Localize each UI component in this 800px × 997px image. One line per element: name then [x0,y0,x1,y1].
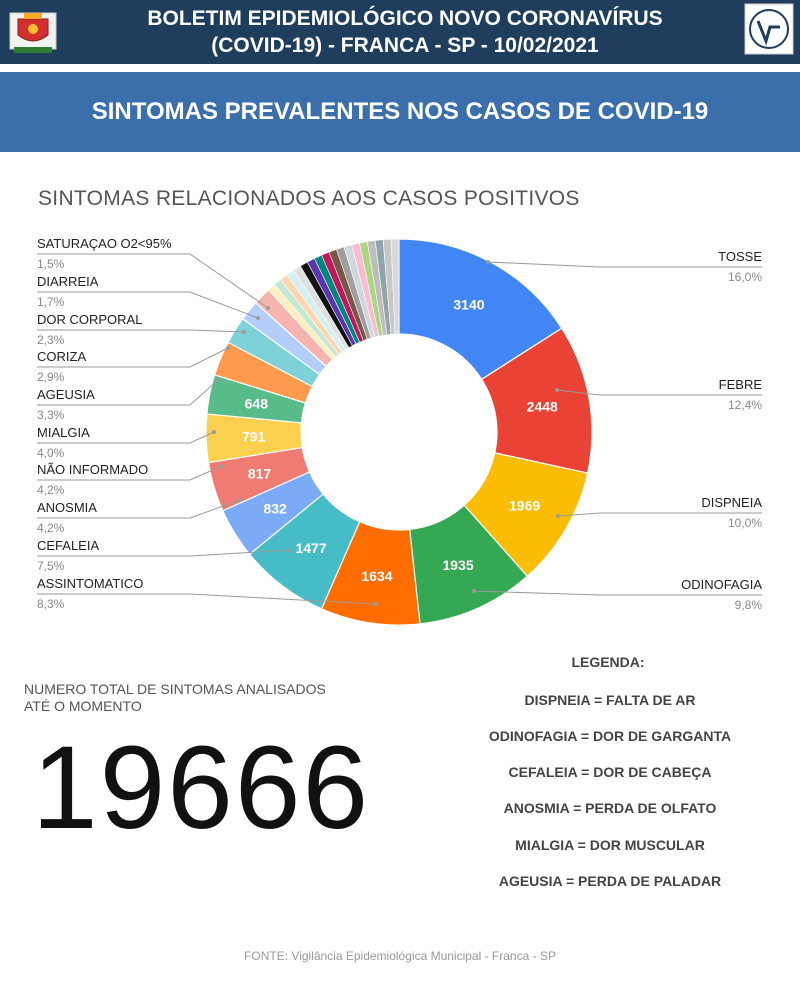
leader-dot [266,306,270,310]
surveillance-logo-icon [744,3,794,55]
outside-label: FEBRE [718,377,762,392]
outside-label: DIARREIA [37,274,99,289]
leader-dot [486,260,490,264]
outside-label: DISPNEIA [701,495,762,510]
leader-dot [555,388,559,392]
outside-label: CORIZA [37,349,87,364]
leader-dot [220,464,224,468]
header-title-line1: BOLETIM EPIDEMIOLÓGICO NOVO CORONAVÍRUS [147,7,663,30]
leader-dot [238,498,242,502]
leader-dot [242,330,246,334]
outside-label: DOR CORPORAL [37,312,143,327]
slice-value-label: 1634 [361,567,393,584]
outside-percent: 9,8% [734,598,762,612]
slice-value-label: 648 [244,395,269,412]
legend-item: MIALGIA = DOR MUSCULAR [515,837,705,853]
leader-dot [216,378,220,382]
outside-label: ANOSMIA [37,500,97,515]
outside-label: AGEUSIA [37,387,95,402]
legend-item: ODINOFAGIA = DOR DE GARGANTA [488,728,732,744]
header-title-line2: (COVID-19) - FRANCA - SP - 10/02/2021 [211,34,599,57]
coat-of-arms-icon [4,3,62,59]
legend-title: LEGENDA: [571,654,645,670]
outside-percent: 4,2% [37,483,65,497]
header-separator [0,64,800,72]
outside-percent: 1,7% [37,295,65,309]
leader-dot [374,602,378,606]
outside-label: CEFALEIA [37,538,100,553]
total-label-line1: NUMERO TOTAL DE SINTOMAS ANALISADOS [24,681,326,697]
leader-dot [212,430,216,434]
header-bar [0,0,800,64]
outside-percent: 2,9% [37,370,65,384]
outside-percent: 4,0% [37,446,65,460]
leader-dot [472,589,476,593]
slice-value-label: 1935 [442,556,474,573]
outside-percent: 1,5% [37,257,65,271]
section-banner [0,72,800,152]
outside-percent: 3,3% [37,408,65,422]
outside-percent: 4,2% [37,521,65,535]
symptoms-donut-chart [0,220,800,640]
outside-percent: 8,3% [37,597,65,611]
slice-value-label: 1477 [295,539,327,556]
legend-item: AGEUSIA = PERDA DE PALADAR [498,873,722,889]
slice-value-label: 2448 [526,398,558,415]
section-title: SINTOMAS PREVALENTES NOS CASOS DE COVID-19 [91,98,709,125]
slice-value-label: 3140 [453,296,485,313]
outside-label: ODINOFAGIA [681,577,762,592]
outside-label: TOSSE [718,249,762,264]
outside-percent: 12,4% [727,398,762,412]
chart-title: SINTOMAS RELACIONADOS AOS CASOS POSITIVOS [38,187,580,210]
slice-value-label: 832 [263,500,287,517]
leader-dot [556,514,560,518]
slice-value-label: 817 [247,465,272,482]
source-footer: FONTE: Vigilância Epidemiológica Municipal - Franca - SP [244,949,556,963]
slice-value-label: 1969 [509,497,541,514]
legend-item: DISPNEIA = FALTA DE AR [524,692,696,708]
outside-percent: 7,5% [37,559,65,573]
legend-item: ANOSMIA = PERDA DE OLFATO [503,800,717,816]
outside-label: SATURAÇAO O2<95% [37,236,172,251]
outside-label: MIALGIA [37,425,90,440]
leader-dot [226,346,230,350]
total-symptoms-value: 19666 [32,722,371,854]
outside-percent: 10,0% [727,516,762,530]
outside-percent: 2,3% [37,333,65,347]
outside-label: NÃO INFORMADO [37,462,149,477]
legend-item: CEFALEIA = DOR DE CABEÇA [508,764,712,780]
leader-line [37,330,244,332]
total-label [24,681,326,715]
leader-dot [256,316,260,320]
total-label-line2: ATÉ O MOMENTO [24,698,142,714]
outside-label: ASSINTOMATICO [37,576,144,591]
outside-percent: 16,0% [727,270,762,284]
leader-dot [288,548,292,552]
slice-value-label: 791 [241,428,266,445]
